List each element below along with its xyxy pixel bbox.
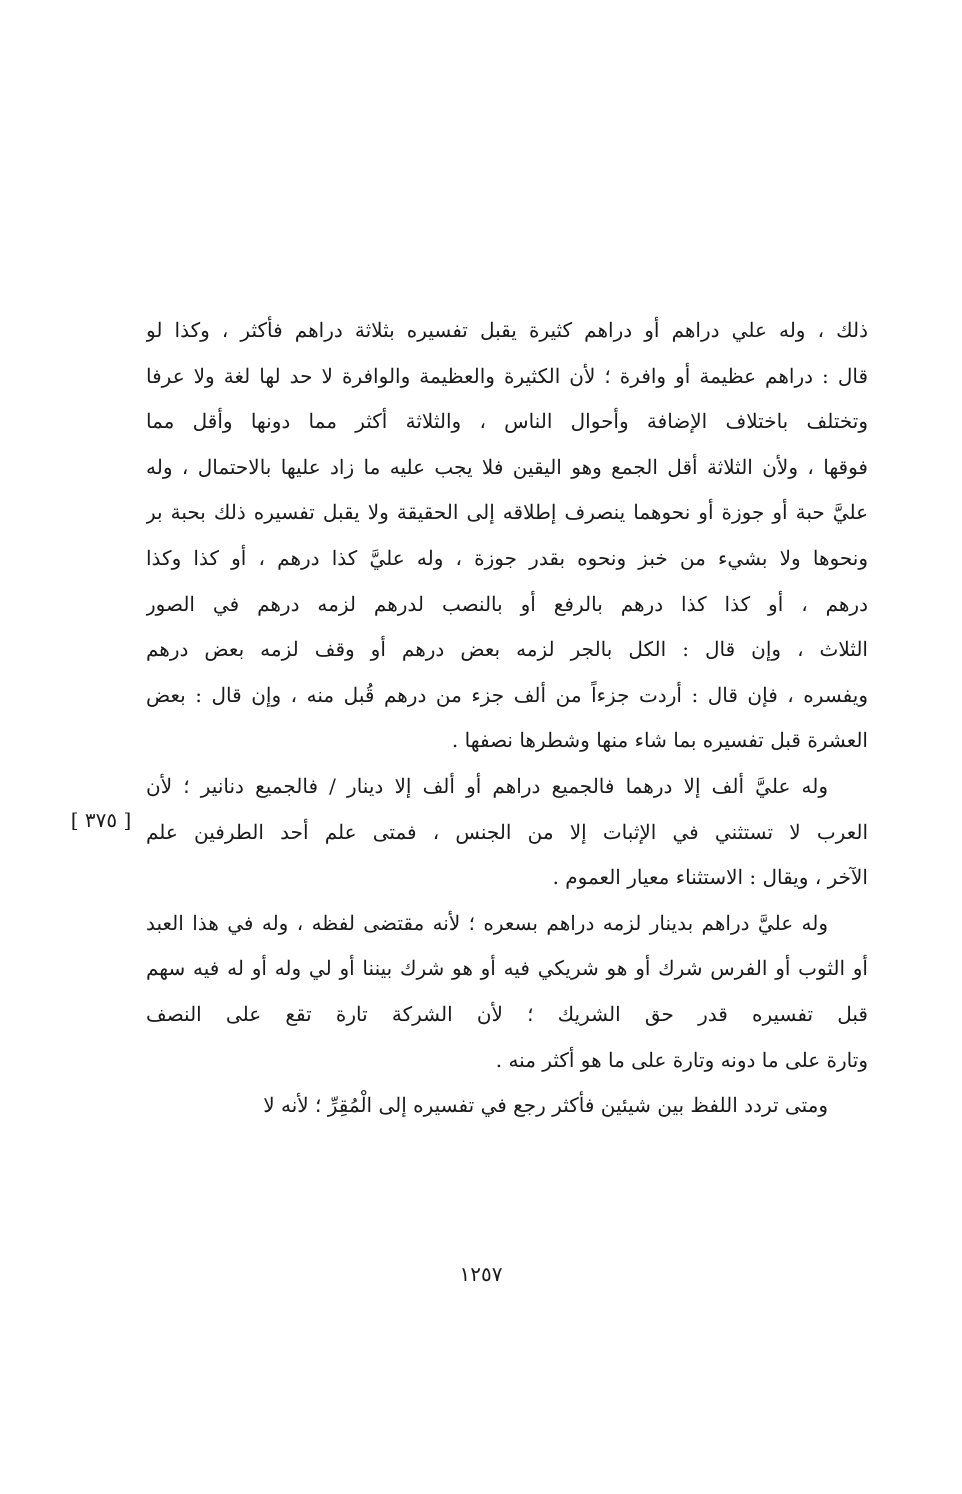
text-line: الثلاث ، وإن قال : الكل بالجر لزمه بعض درهم أو وقف لزمه بعض درهم — [146, 637, 868, 662]
text-line: وتارة على ما دونه وتارة على ما هو أكثر منه . — [495, 1047, 868, 1072]
text-line: عليَّ حبة أو جوزة أو نحوهما ينصرف إطلاقه إلى الحقيقة ولا يقبل تفسيره ذلك بحبة بر — [146, 500, 868, 525]
margin-page-reference: [ ٣٧٥ ] — [70, 808, 132, 832]
page-number: ١٢٥٧ — [459, 1262, 503, 1286]
text-line: وله عليَّ ألف إلا درهما فالجميع دراهم أو ألف إلا دينار / فالجميع دنانير ؛ لأن — [146, 773, 828, 798]
body-text — [146, 308, 868, 1129]
text-line: فوقها ، ولأن الثلاثة أقل الجمع وهو اليقين فلا يجب عليه ما زاد عليها بالاحتمال ، وله — [146, 454, 868, 479]
text-line: الآخر ، ويقال : الاستثناء معيار العموم . — [552, 865, 868, 890]
text-line: أو الثوب أو الفرس شرك أو هو شريكي فيه أو هو شرك بيننا أو لي وله أو له فيه سهم — [146, 956, 868, 981]
text-line: ونحوها ولا بشيء من خبز ونحوه بقدر جوزة ، وله عليَّ كذا درهم ، أو كذا وكذا — [146, 545, 868, 570]
text-line: درهم ، أو كذا كذا درهم بالرفع أو بالنصب لدرهم لزمه درهم في الصور — [146, 591, 868, 616]
text-line: ومتى تردد اللفظ بين شيئين فأكثر رجع في تفسيره إلى الْمُقِرِّ ؛ لأنه لا — [263, 1093, 828, 1118]
text-line: العرب لا تستثني في الإثبات إلا من الجنس ، فمتى علم أحد الطرفين علم — [146, 819, 868, 844]
text-line: قبل تفسيره قدر حق الشريك ؛ لأن الشركة تارة تقع على النصف — [146, 1001, 868, 1026]
text-line: وتختلف باختلاف الإضافة وأحوال الناس ، والثلاثة أكثر مما دونها وأقل مما — [146, 409, 868, 434]
text-line: ذلك ، وله علي دراهم أو دراهم كثيرة يقبل تفسيره بثلاثة دراهم فأكثر ، وكذا لو — [146, 318, 868, 342]
text-line: قال : دراهم عظيمة أو وافرة ؛ لأن الكثيرة والعظيمة والوافرة لا حد لها لغة ولا عرفا — [146, 363, 868, 388]
text-line: ويفسره ، فإن قال : أردت جزءاً من ألف جزء من درهم قُبل منه ، وإن قال : بعض — [146, 682, 868, 707]
text-line: وله عليَّ دراهم بدينار لزمه دراهم بسعره ؛ لأنه مقتضى لفظه ، وله في هذا العبد — [146, 910, 828, 935]
text-line: العشرة قبل تفسيره بما شاء منها وشطرها نصفها . — [451, 728, 868, 753]
